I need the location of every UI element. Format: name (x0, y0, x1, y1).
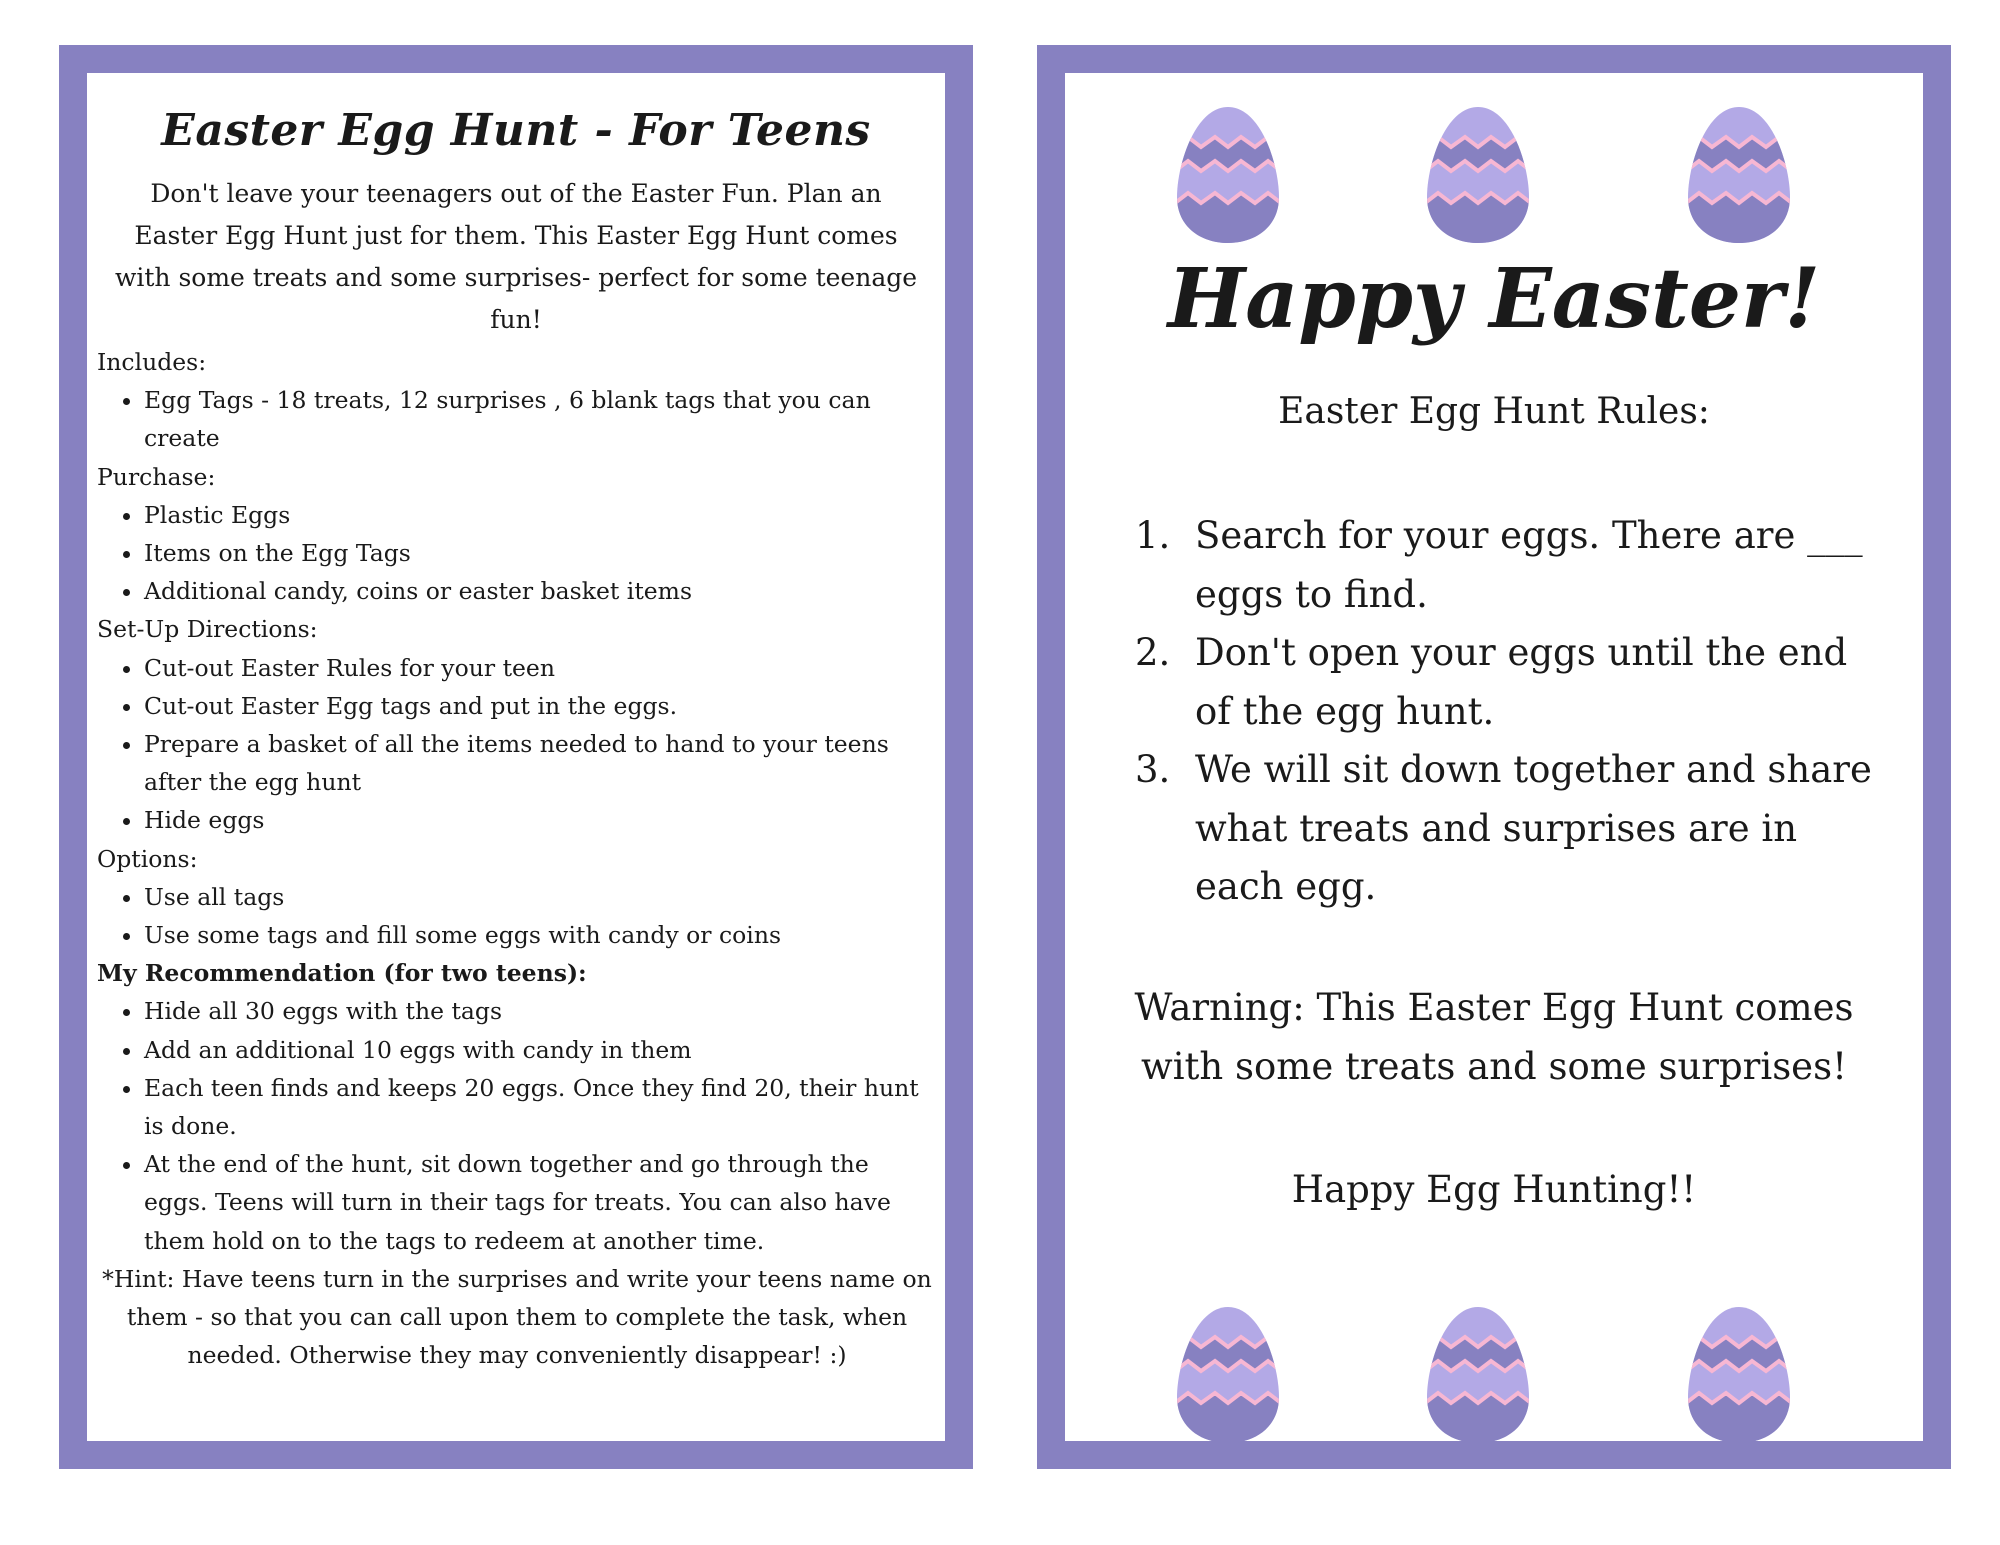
rule-text: We will sit down together and share what treats and surprises are in each egg. (1195, 748, 1872, 908)
rule-item (1135, 624, 1883, 741)
easter-egg-icon (1175, 105, 1281, 245)
recommendation-list (97, 992, 937, 1259)
purchase-heading: Purchase: (97, 462, 216, 491)
rule-number: 3. (1135, 748, 1171, 791)
options-list (97, 878, 937, 954)
rule-number: 1. (1135, 514, 1171, 557)
recommendation-heading: My Recommendation (for two teens): (97, 959, 587, 988)
easter-egg-icon (1686, 1305, 1792, 1441)
purchase-list (97, 496, 937, 611)
list-item: • Additional candy, coins or easter basket items (144, 572, 937, 610)
happy-easter-title: Happy Easter! (1167, 251, 1821, 347)
closing-text: Happy Egg Hunting!! (1291, 1168, 1697, 1211)
easter-egg-icon (1425, 1305, 1531, 1441)
setup-heading: Set-Up Directions: (97, 615, 318, 644)
hint-text: *Hint: Have teens turn in the surprises and write your teens name on them - so that you can call upon them to complete the task, when needed. Otherwise they may conveniently disappear! :) (102, 1264, 932, 1370)
list-item: • At the end of the hunt, sit down together and go through the eggs. Teens will turn in their tags for treats. You can also have them hold on to the tags to redeem at another time. (144, 1145, 937, 1260)
rule-text: Search for your eggs. There are ___ eggs to find. (1195, 514, 1863, 616)
list-item: • Use some tags and fill some eggs with candy or coins (144, 916, 937, 954)
egg-row-bottom (1065, 1305, 1923, 1441)
instructions (97, 343, 937, 1374)
setup-list (97, 649, 937, 840)
list-item: • Each teen finds and keeps 20 eggs. Once they find 20, their hunt is done. (144, 1069, 937, 1145)
list-item: • Prepare a basket of all the items needed to hand to your teens after the egg hunt (144, 725, 937, 801)
rules-list (1135, 507, 1883, 917)
warning-text: Warning: This Easter Egg Hunt comes with some treats and some surprises! (1134, 986, 1854, 1088)
list-item: • Hide all 30 eggs with the tags (144, 992, 937, 1030)
intro-paragraph: Don't leave your teenagers out of the Easter Fun. Plan an Easter Egg Hunt just for them. This Easter Egg Hunt comes with some treats and some surprises- perfect for some teenage fun! (114, 179, 918, 334)
rule-item (1135, 507, 1883, 624)
egg-row-top (1065, 105, 1923, 245)
rule-number: 2. (1135, 631, 1171, 674)
list-item: • Cut-out Easter Egg tags and put in the eggs. (144, 687, 937, 725)
list-item: • Use all tags (144, 878, 937, 916)
rule-item (1135, 741, 1883, 917)
list-item: • Add an additional 10 eggs with candy in them (144, 1031, 937, 1069)
list-item: • Egg Tags - 18 treats, 12 surprises , 6 blank tags that you can create (144, 381, 937, 457)
left-card-content (87, 73, 945, 1441)
rule-text: Don't open your eggs until the end of the egg hunt. (1195, 631, 1848, 733)
easter-egg-icon (1425, 105, 1531, 245)
options-heading: Options: (97, 844, 198, 873)
left-card (59, 45, 973, 1469)
right-card-content (1065, 73, 1923, 1441)
list-item: • Cut-out Easter Rules for your teen (144, 649, 937, 687)
right-card (1037, 45, 1951, 1469)
list-item: • Plastic Eggs (144, 496, 937, 534)
includes-heading: Includes: (97, 348, 207, 376)
page-title: Easter Egg Hunt - For Teens (161, 105, 871, 156)
easter-egg-icon (1686, 105, 1792, 245)
includes-list (97, 381, 937, 457)
list-item: • Items on the Egg Tags (144, 534, 937, 572)
rules-title: Easter Egg Hunt Rules: (1278, 391, 1710, 432)
easter-egg-icon (1175, 1305, 1281, 1441)
list-item: • Hide eggs (144, 801, 937, 839)
